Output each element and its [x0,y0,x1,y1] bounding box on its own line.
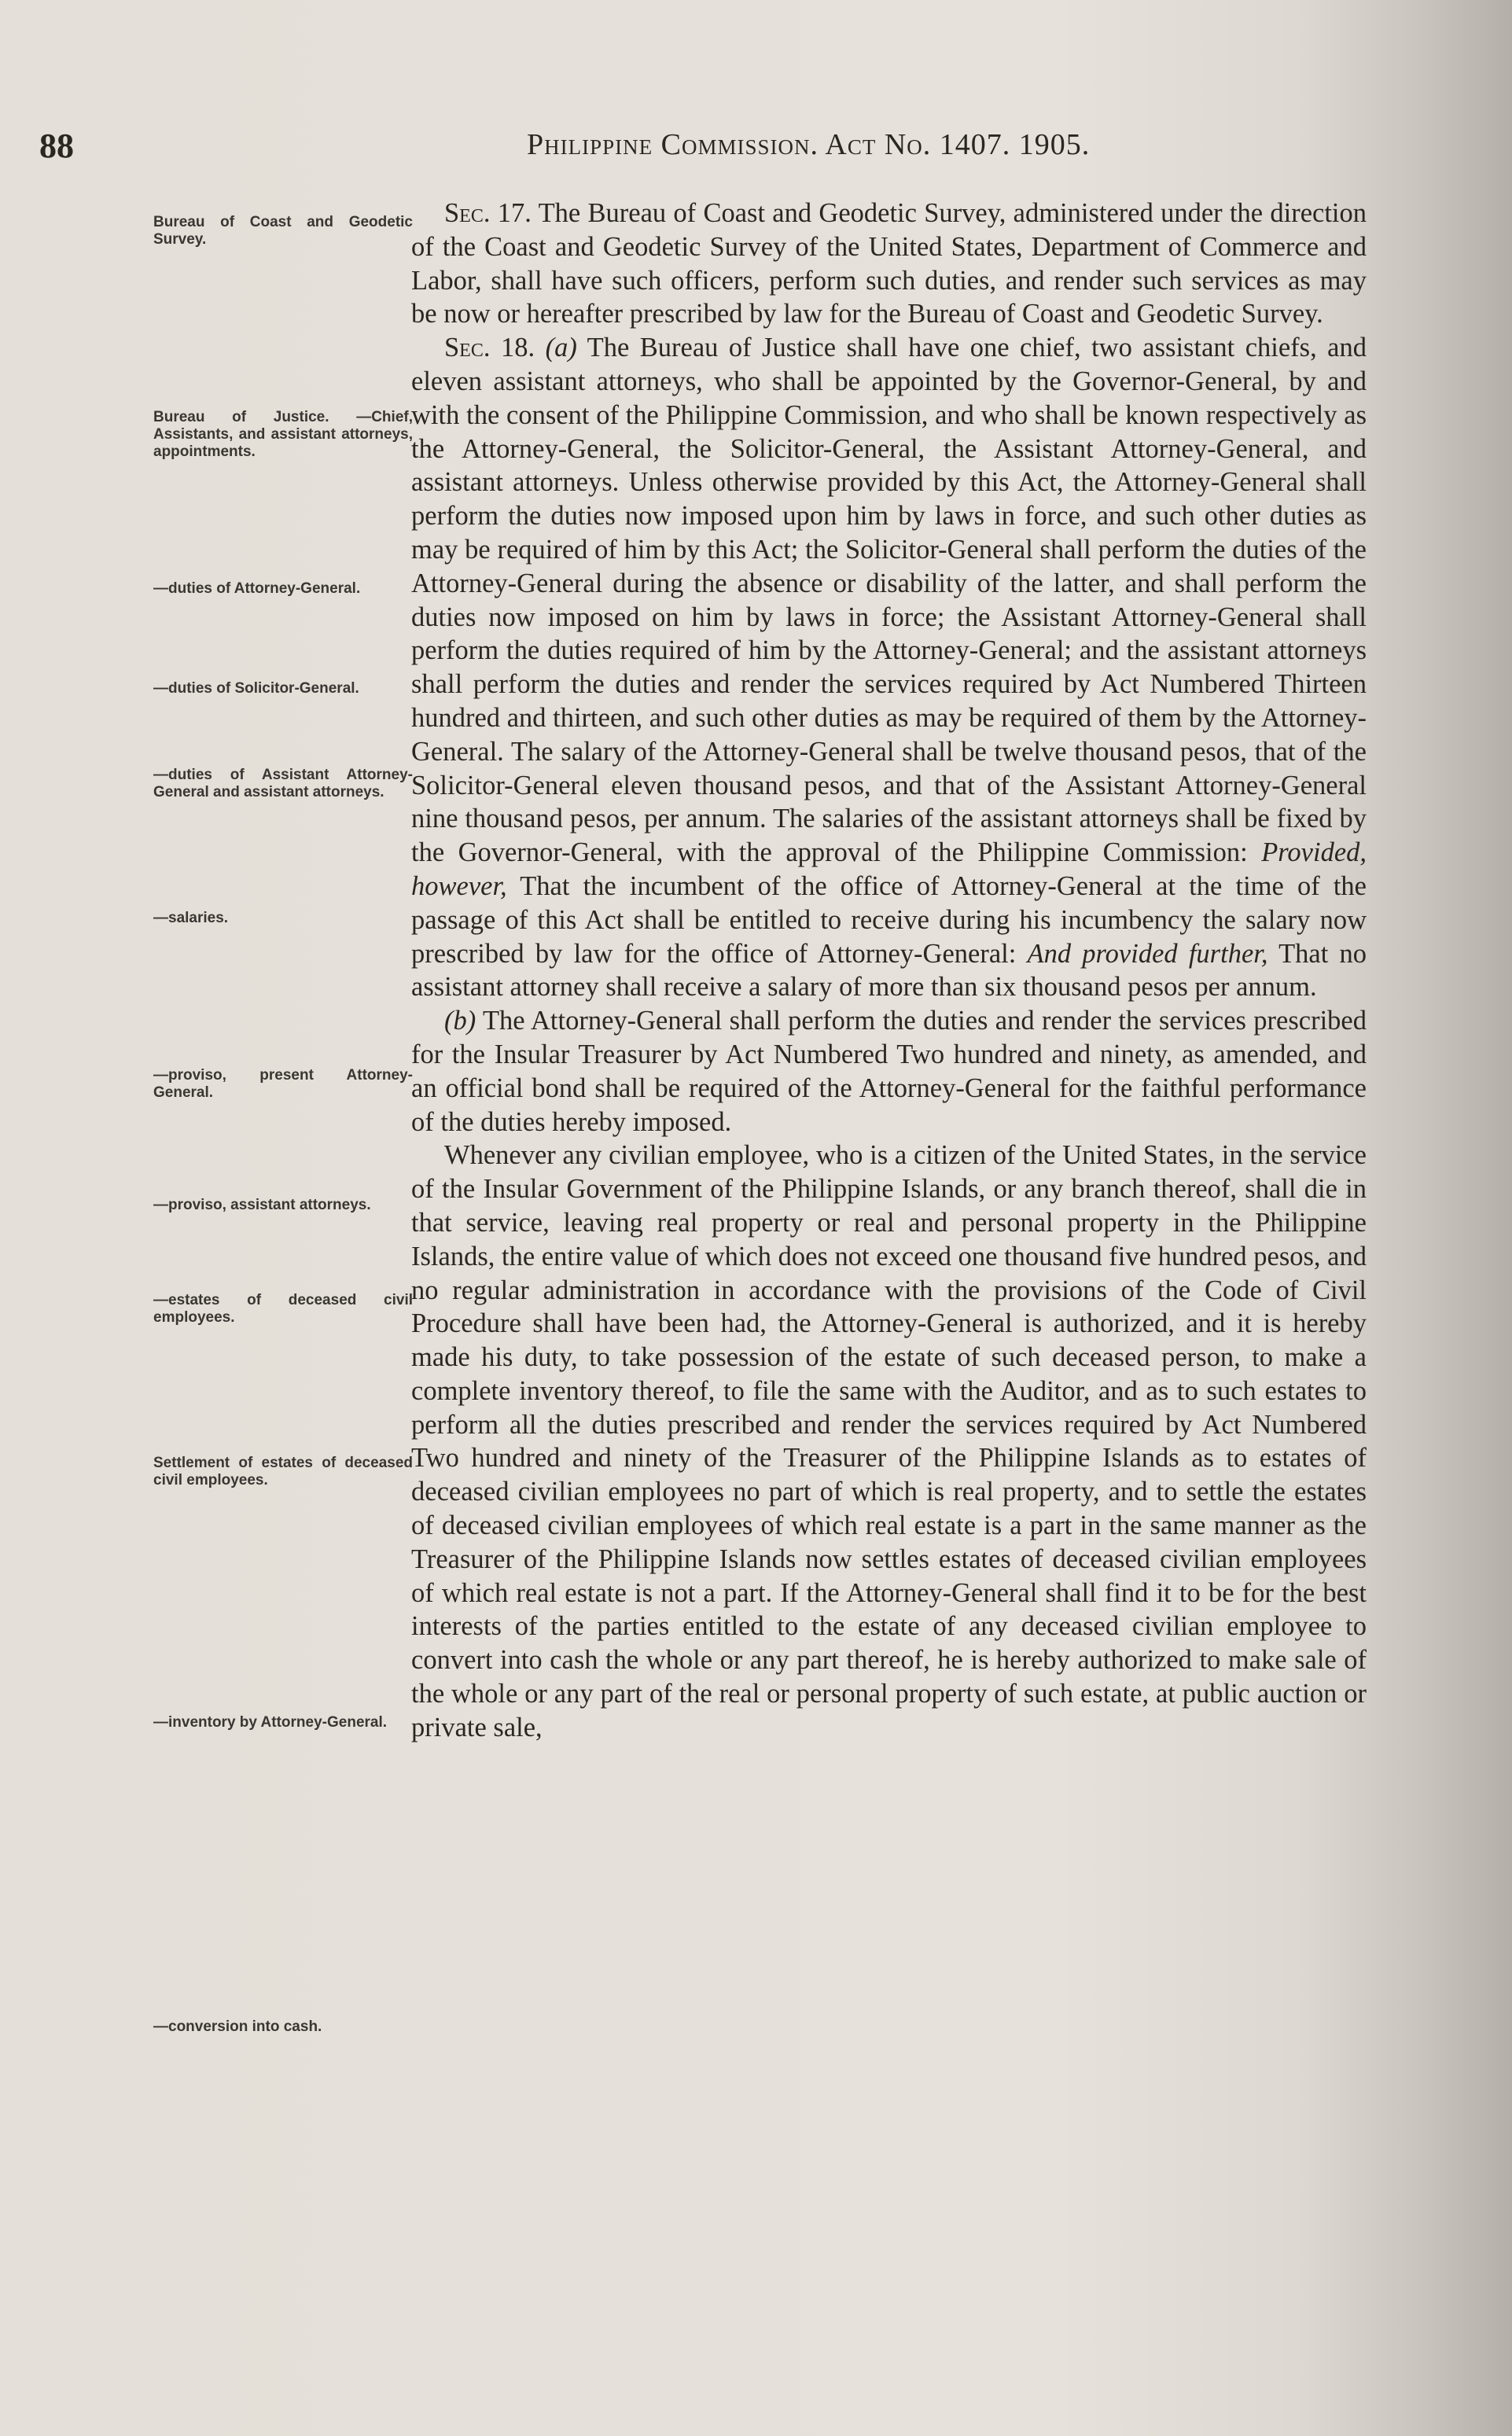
section-17-paragraph [411,197,1367,331]
margin-note-duties-solicitor-general: —duties of Solicitor-General. [153,680,359,697]
section-text: The Bureau of Coast and Geodetic Survey, administered under the direction of the Coast and Geodetic Survey of the United States, Department of Commerce and Labor, shall have such officers, perform such duties, and render such services as may be now or hereafter prescribed by law for the Bureau of Coast and Geodetic Survey. [411,198,1367,329]
section-text: The Bureau of Justice shall have one chief, two assistant chiefs, and eleven assistant attorneys, who shall be appointed by the Governor-General, by and with the consent of the Philippine Commission, and who shall be known respectively as the Attorney-General, the Solicitor-General, the Assistant Attorney-General, and assistant attorneys. Unless otherwise provided by this Act, the Attorney-General shall perform the duties now imposed upon him by laws in force, and such other duties as may be required of him by this Act; the Solicitor-General shall perform the duties of the Attorney-General during the absence or disability of the latter, and shall perform the duties now imposed on him by laws in force; the Assistant Attorney-General shall perform the duties required of him by the Attorney-General; and the assistant attorneys shall perform the duties and render the services required by Act Numbered Thirteen hundred and thirteen, and such other duties as may be required of them by the Attorney-General. The salary of the Attorney-General shall be twelve thousand pesos, that of the Solicitor-General eleven thousand pesos, and that of the Assistant Attorney-General nine thousand pesos, per annum. The salaries of the assistant attorneys shall be fixed by the Governor-General, with the approval of the Philippine Commission: [411,333,1367,868]
proviso-phrase: Provided, however, [411,837,1367,901]
margin-note-inventory: —inventory by Attorney-General. [153,1714,388,1731]
running-head: Philippine Commission. Act No. 1407. 1905. [527,128,1091,161]
page-header [0,126,1512,173]
margin-note-salaries: —salaries. [153,910,229,926]
section-text: That no assistant attorney shall receive a salary of more than six thousand pesos per annum. [411,938,1367,1003]
section-text: The Attorney-General shall perform the duties and render the services prescribed for the Insular Treasurer by Act Numbered Two hundred and ninety, as amended, and an official bond shall be required of the Attorney-General for the faithful performance of the duties hereby imposed. [411,1006,1367,1137]
section-18a-paragraph [411,331,1367,1004]
section-text: Whenever any civilian employee, who is a citizen of the United States, in the service of the Insular Government of the Philippine Islands, or any branch thereof, shall die in that service, leaving real property or real and personal property in the Philippine Islands, the entire value of which does not exceed one thousand five hundred pesos, and no regular administration in accordance with the provisions of the Code of Civil Procedure shall have been had, the Attorney-General is authorized, and it is hereby made his duty, to take possession of the estate of such deceased person, to make a complete inventory thereof, to file the same with the Auditor, and as to such estates to perform all the duties prescribed and render the services required by Act Numbered Two hundred and ninety of the Treasurer of the Philippine Islands as to estates of deceased civilian employees no part of which is real property, and to settle the estates of deceased civilian employees of which real estate is a part in the same manner as the Treasurer of the Philippine Islands now settles estates of deceased civilian employees of which real estate is not a part. If the Attorney-General shall find it to be for the best interests of the parties entitled to the estate of any deceased civilian employee to convert into cash the whole or any part thereof, he is hereby authorized to make sale of the whole or any part of the real or personal property of such estate, at public auction or private sale, [411,1140,1367,1742]
margin-note-estates-deceased: —estates of deceased civil employees. [153,1292,413,1326]
body-text [411,197,1367,1745]
section-18b-paragraph [411,1004,1367,1139]
margin-note-proviso-assistant-attorneys: —proviso, assistant attorneys. [153,1197,371,1213]
margin-note-settlement-estates: Settlement of estates of deceased civil employees. [153,1455,413,1488]
subsection-label: (a) [545,333,577,363]
margin-note-proviso-attorney-general: —proviso, present Attorney-General. [153,1067,413,1101]
section-text: That the incumbent of the office of Attorney-General at the time of the passage of this Act shall be entitled to receive during his incumbency the salary now prescribed by law for the office of Attorney-General: [411,870,1367,969]
section-label: Sec. 18. [444,333,535,363]
margin-note-coast-survey: Bureau of Coast and Geodetic Survey. [153,214,413,248]
margin-note-bureau-justice: Bureau of Justice. —Chief, Assistants, and assistant attorneys, appointments. [153,409,413,460]
margin-note-duties-attorney-general: —duties of Attorney-General. [153,580,361,597]
page-number: 88 [39,127,74,165]
subsection-label: (b) [444,1006,476,1036]
margin-note-duties-assistants: —duties of Assistant Attorney-General and assistant attorneys. [153,767,413,800]
proviso-phrase: And provided further, [1027,938,1268,969]
section-label: Sec. 17. [444,198,532,228]
estates-paragraph [411,1139,1367,1744]
margin-note-conversion-cash: —conversion into cash. [153,2018,322,2035]
